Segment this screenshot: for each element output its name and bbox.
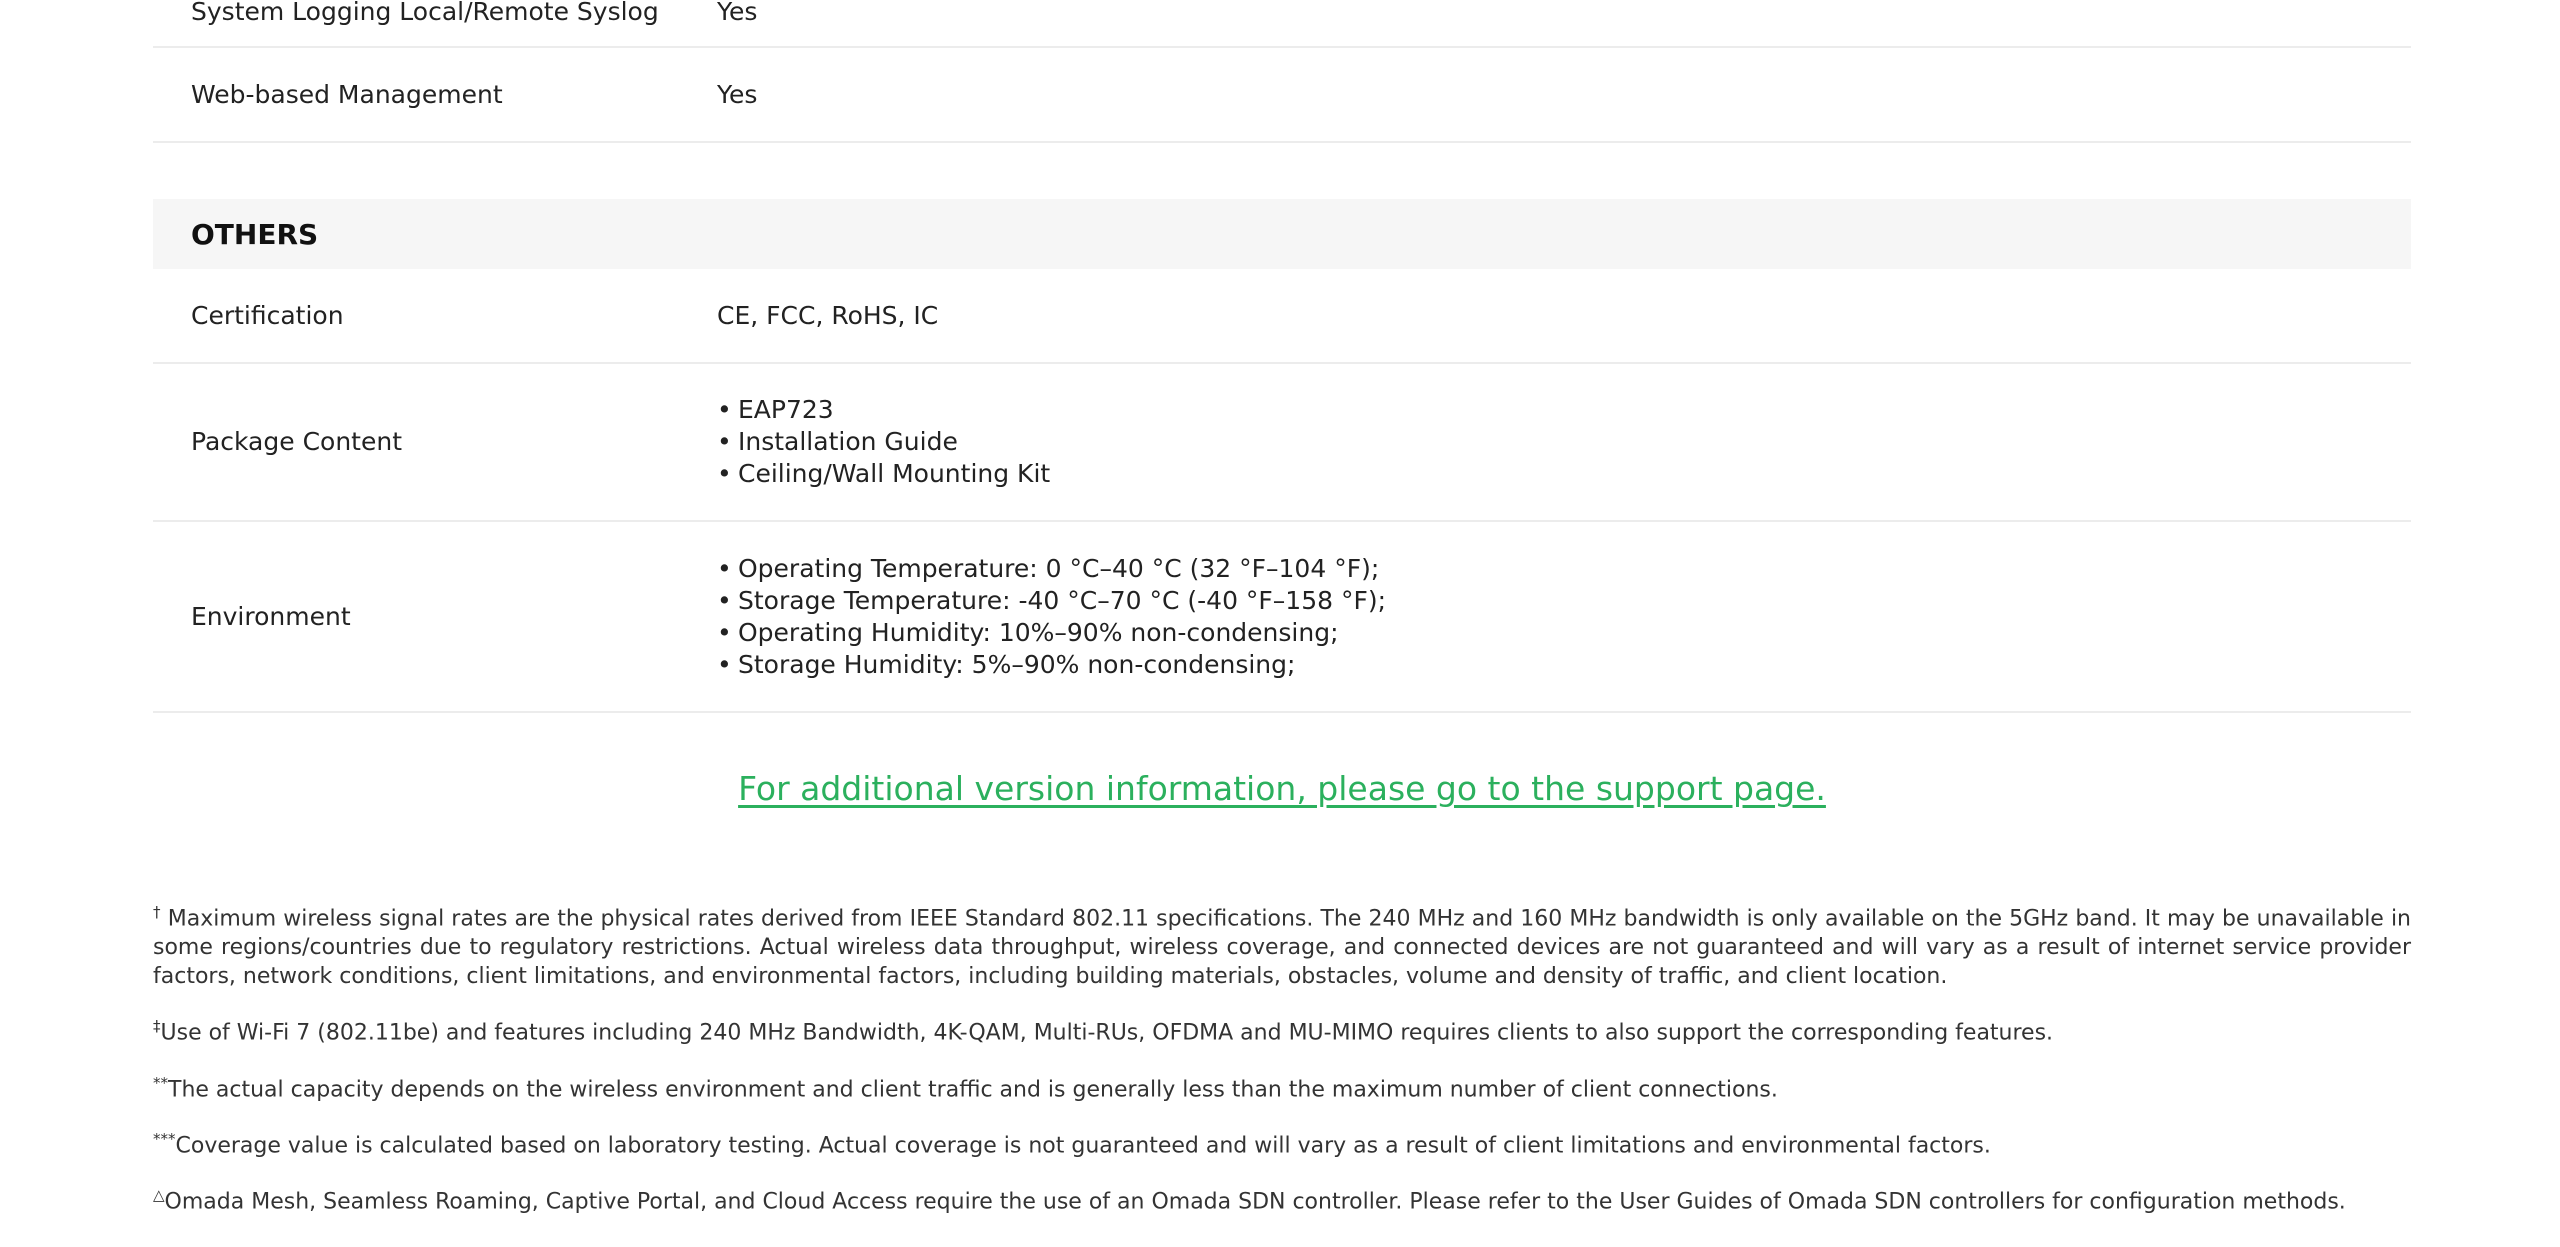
footnote-text: Use of Wi-Fi 7 (802.11be) and features including 240 MHz Bandwidth, 4K-QAM, Multi-RUs, OFDMA and MU-MIMO requires clients to also support the corresponding features. — [160, 1020, 2054, 1046]
list-item: • Operating Humidity: 10%–90% non-condensing; — [717, 617, 2411, 649]
footnote — [153, 1181, 2411, 1216]
spec-row-certification — [153, 269, 2411, 364]
spec-value: Yes — [717, 79, 758, 109]
support-page-link[interactable]: For additional version information, please go to the support page. — [738, 769, 1826, 808]
list-item: • Storage Humidity: 5%–90% non-condensing; — [717, 649, 2411, 681]
package-content-list — [717, 394, 2411, 490]
list-item: • Operating Temperature: 0 °C–40 °C (32 °F–104 °F); — [717, 553, 2411, 585]
list-item: • EAP723 — [717, 394, 2411, 426]
footnote — [153, 1125, 2411, 1160]
spec-table — [153, 0, 2411, 1238]
list-item: • Installation Guide — [717, 426, 2411, 458]
footnote-text: The actual capacity depends on the wireless environment and client traffic and is generally less than the maximum number of client connections. — [168, 1076, 1778, 1102]
spec-value — [717, 553, 2411, 681]
footnote — [153, 1012, 2411, 1047]
spec-label: Web-based Management — [191, 79, 503, 109]
footnote — [153, 898, 2411, 991]
list-item: • Storage Temperature: -40 °C–70 °C (-40 °F–158 °F); — [717, 585, 2411, 617]
spec-label: Certification — [191, 300, 344, 330]
footnote-mark: † — [153, 903, 161, 921]
footnotes — [153, 898, 2411, 1217]
footnote — [153, 1069, 2411, 1104]
spec-value: CE, FCC, RoHS, IC — [717, 300, 939, 330]
footnote-mark: ** — [153, 1073, 168, 1092]
spec-label: Package Content — [191, 427, 402, 456]
footnote-mark: △ — [153, 1186, 165, 1205]
spec-row-package-content — [153, 364, 2411, 522]
list-item: • Ceiling/Wall Mounting Kit — [717, 458, 2411, 490]
footnote-text: Coverage value is calculated based on laboratory testing. Actual coverage is not guaranteed and will vary as a result of client limitations and environmental factors. — [175, 1133, 1991, 1159]
section-heading-others: OTHERS — [153, 199, 2411, 269]
environment-list — [717, 553, 2411, 681]
footnote-text: Maximum wireless signal rates are the physical rates derived from IEEE Standard 802.11 specifications. The 240 MHz and 160 MHz bandwidth is only available on the 5GHz band. It may be unavailable in some regions/countries due to regulatory restrictions. Actual wireless data throughput, wireless coverage, and connected devices are not guaranteed and will vary as a result of internet service provider factors, network conditions, client limitations, and environmental factors, including building materials, obstacles, volume and density of traffic, and client location. — [153, 906, 2412, 990]
spec-row-web-management — [153, 48, 2411, 143]
footnote-mark: ‡ — [153, 1017, 161, 1036]
spec-row-environment — [153, 522, 2411, 713]
spec-value — [717, 394, 2411, 490]
footnote-text: Omada Mesh, Seamless Roaming, Captive Portal, and Cloud Access require the use of an Omada SDN controller. Please refer to the User Guides of Omada SDN controllers for configuration methods. — [164, 1189, 2346, 1215]
footnote-mark: *** — [153, 1129, 176, 1148]
spec-value: Yes — [717, 0, 758, 26]
spec-label: System Logging Local/Remote Syslog — [191, 0, 659, 26]
spec-label: Environment — [191, 601, 351, 631]
spec-row-syslog — [153, 0, 2411, 48]
